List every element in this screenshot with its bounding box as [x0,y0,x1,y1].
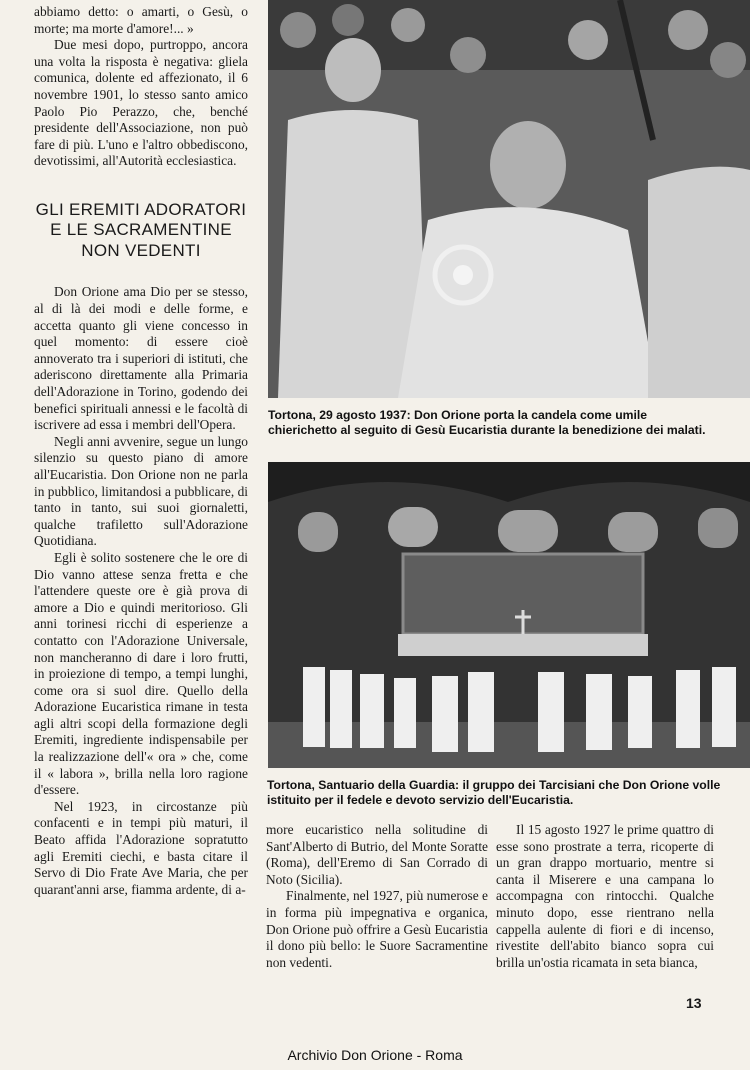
paragraph-nel-1923: Nel 1923, in circostanze più confacenti e in tempi più maturi, il Beato affida l'Adorazione sopratutto agli Eremiti ciechi, e basta citare il Servo di Dio Frate Ave Maria, che per quarant'anni arse, fiamma ardente, di a- [34,798,248,897]
procession-photo [268,0,750,398]
paragraph-don-orione: Don Orione ama Dio per se stesso, al di là dei modi e delle forme, e accetta quanto gli viene concesso in quel momento: di essere cioè annoverato tra i superiori di istituti, che aderiscono direttamente alla Primaria dell'Adorazione in Torino, godendo dei benefici spirituali annessi e le facoltà di iscrivere ad essa i membri dell'Opera. [34,284,248,433]
paragraph-15-agosto: Il 15 agosto 1927 le prime quattro di esse sono prostrate a terra, ricoperte di un gran drappo mortuario, mentre si canta il Miserere e una campana lo accompagna con rintocchi. Qualche minuto dopo, esse rientrano nella cappella aulente di fiori e di incenso, rivestite dell'abito bianco sopra cui brilla un'ostia ricamata in seta bianca, [496,822,714,970]
paragraph-due-mesi: Due mesi dopo, purtroppo, ancora una volta la risposta è negativa: gliela comunica, dolente ed affezionato, il 6 novembre 1901, lo stesso santo amico Paolo Pio Perazzo, che, benché presidente dell'Associazione, non può fare di più. L'uno e l'altro obbediscono, devotissimi, all'Autorità ecclesiastica. [34,37,248,169]
page-number: 13 [686,995,702,1011]
paragraph-egli: Egli è solito sostenere che le ore di Dio vanno attese senza fretta e che l'attendere queste ore è già prova di amore a Dio e quindi meritorioso. Gli anni torinesi ricchi di esperienze a contatto con l'Adorazione Universale, non mancheranno di dare i loro frutti, in proiezione di tempo, a tempi lunghi, come ora si suol dire. Quello della Adorazione Eucaristica rimane in testa agli altri scopi della formazione degli Eremiti, ingrediente indispensabile per la realizzazione dell'« ora » che, come il « labora », brilla nella loro ragione d'essere. [34,549,248,798]
section-heading: GLI EREMITI ADORATORI E LE SACRAMENTINE NON VEDENTI [35,199,247,260]
paragraph-finalmente: Finalmente, nel 1927, più numerose e in forma più impegnativa e organica, Don Orione può offrire a Gesù Eucaristia il dono più bello: le Suore Sacramentine non vedenti. [266,888,488,970]
middle-text-column [266,822,488,971]
photo-2-caption: Tortona, Santuario della Guardia: il gruppo dei Tarcisiani che Don Orione volle istituito per il fedele e devoto servizio dell'Eucaristia. [267,778,721,807]
paragraph-negli-anni: Negli anni avvenire, segue un lungo silenzio su questo piano di amore all'Eucaristia. Don Orione non ne parla in pubblico, limitandosi a pubblicare, di tanto in tanto, sui suoi giornaletti, qualche trafiletto sull'Adorazione Quotidiana. [34,433,248,549]
photo-1-caption: Tortona, 29 agosto 1937: Don Orione porta la candela come umile chierichetto al seguito di Gesù Eucaristia durante la benedizione dei malati. [268,408,706,437]
left-text-column [34,4,248,898]
procession-photo-illustration [268,0,750,398]
sanctuary-photo [268,462,750,768]
paragraph-continuation: more eucaristico nella solitudine di Sant'Alberto di Butrio, del Monte Soratte (Roma), dell'Eremo di San Corrado di Noto (Sicilia). [266,822,488,887]
archive-footer: Archivio Don Orione - Roma [287,1047,463,1063]
right-text-column [496,822,714,971]
paragraph-intro: abbiamo detto: o amarti, o Gesù, o morte; ma morte d'amore!... » [34,4,248,36]
sanctuary-photo-illustration [268,462,750,768]
